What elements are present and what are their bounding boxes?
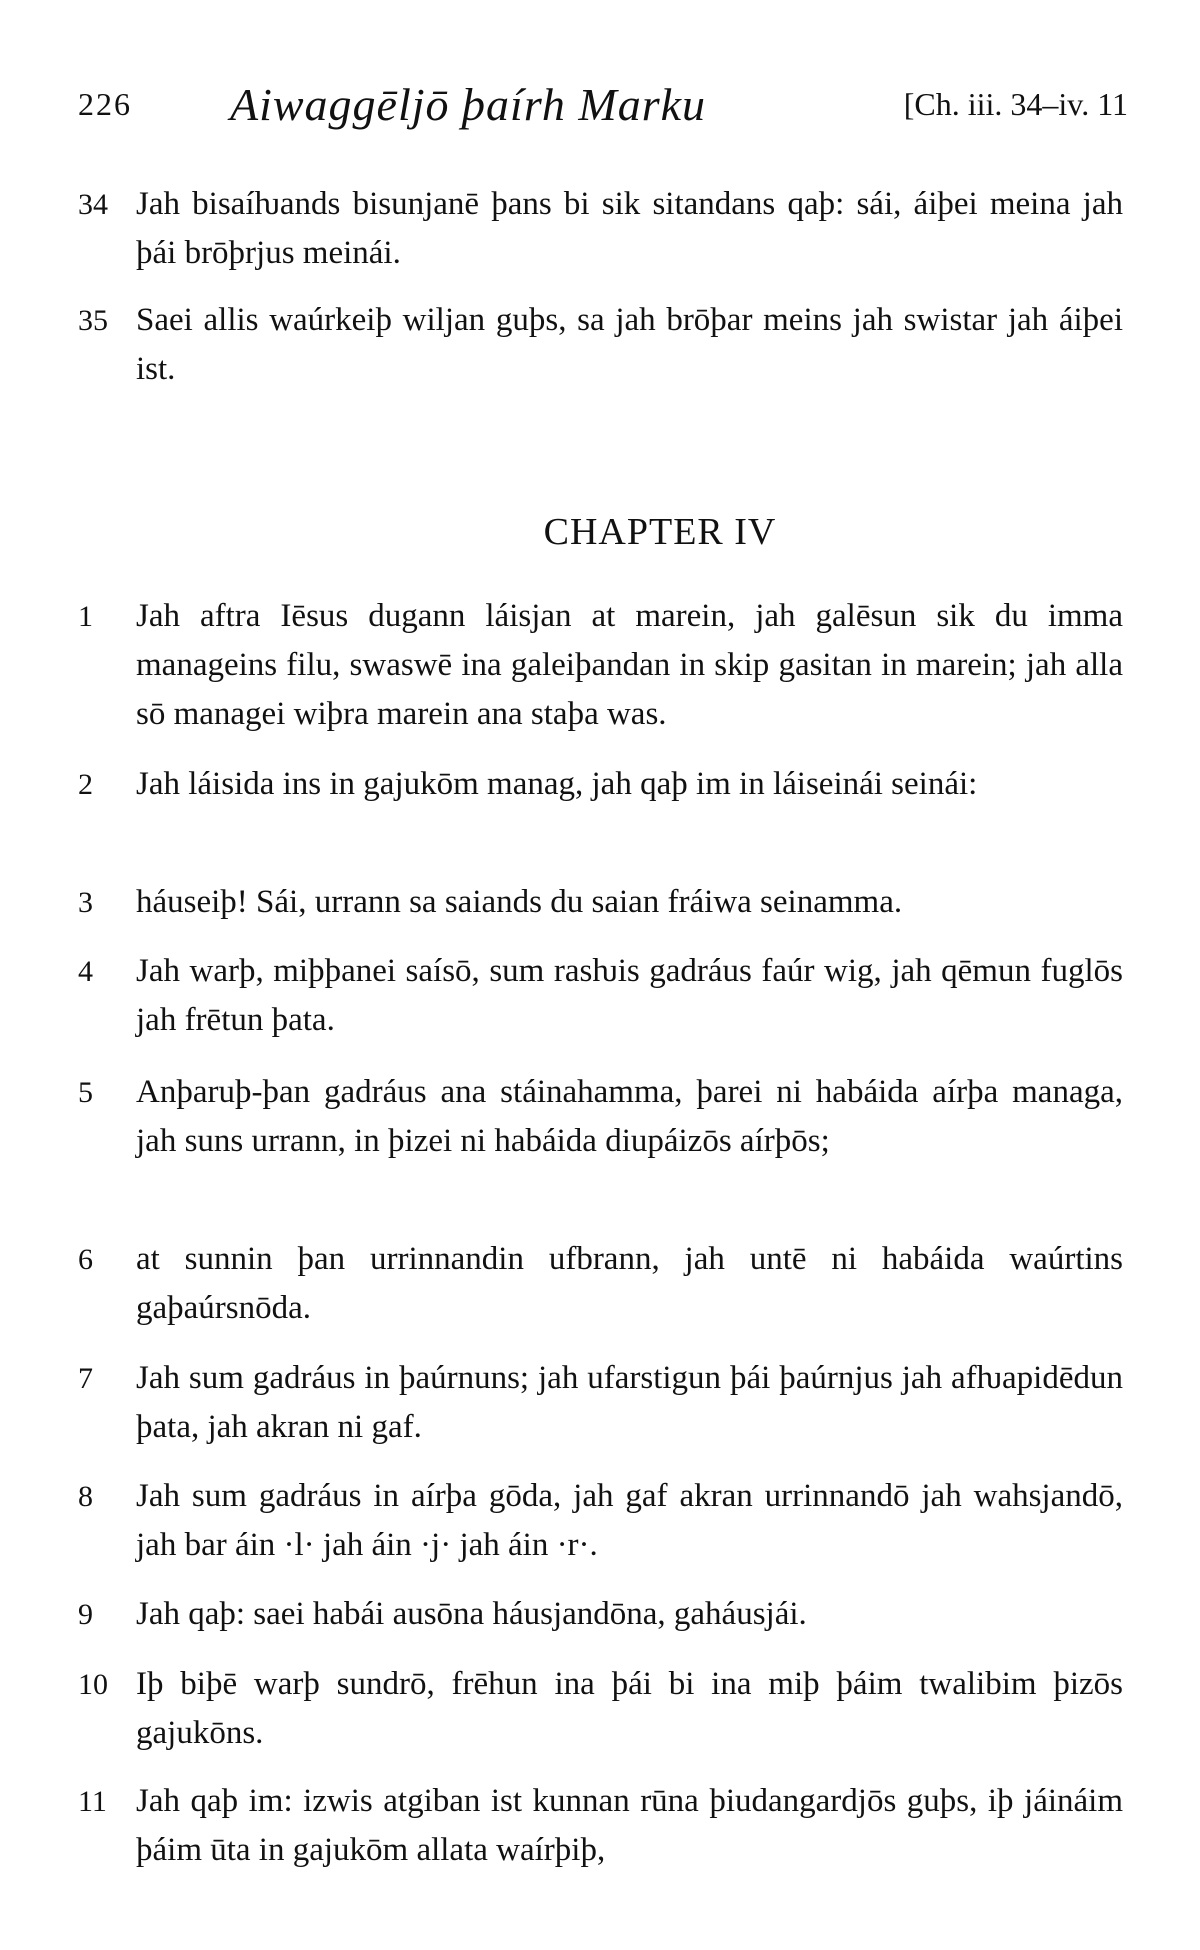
- verse-iv-9: [78, 1590, 1123, 1639]
- verse-number: 1: [78, 600, 93, 633]
- verse-text: at sunnin þan urrinnandin ufbrann, jah untē ni habáida waúrtins gaþaúrsnōda.: [136, 1241, 1123, 1326]
- verse-number: 6: [78, 1243, 93, 1276]
- verse-text: Jah láisida ins in gajukōm manag, jah qaþ im in láiseinái seinái:: [136, 766, 978, 802]
- verse-text: Anþaruþ-þan gadráus ana stáinahamma, þarei ni habáida aírþa managa, jah suns urrann, in þizei ni habáida diupáizōs aírþōs;: [136, 1074, 1123, 1159]
- verse-number: 9: [78, 1598, 93, 1631]
- verse-iv-10: [78, 1660, 1123, 1758]
- verse-text: Jah sum gadráus in þaúrnuns; jah ufarstigun þái þaúrnjus jah afƕapidēdun þata, jah akran ni gaf.: [136, 1360, 1123, 1445]
- verse-number: 3: [78, 886, 93, 919]
- verse-iv-11: [78, 1777, 1123, 1875]
- verse-number: 2: [78, 768, 93, 801]
- verse-number: 5: [78, 1076, 93, 1109]
- verse-number: 7: [78, 1362, 93, 1395]
- verse-number: 10: [78, 1668, 108, 1701]
- verse-text: Iþ biþē warþ sundrō, frēhun ina þái bi ina miþ þáim twalibim þizōs gajukōns.: [136, 1666, 1123, 1751]
- verse-number: 34: [78, 188, 108, 221]
- book-title: Aiwaggēljō þaírh Marku: [230, 79, 707, 130]
- verse-text: Jah warþ, miþþanei saísō, sum rasƕis gadráus faúr wig, jah qēmun fuglōs jah frētun þata.: [136, 953, 1123, 1038]
- verse-number: 8: [78, 1480, 93, 1513]
- verse-number: 11: [78, 1785, 107, 1818]
- verse-iii-35: [78, 296, 1123, 394]
- verse-iv-3: [78, 878, 1123, 927]
- verse-iv-5: [78, 1068, 1123, 1166]
- page-number: 226: [78, 86, 132, 122]
- chapter-range: [Ch. iii. 34–iv. 11: [903, 86, 1128, 122]
- verse-number: 35: [78, 304, 108, 337]
- verse-iv-7: [78, 1354, 1123, 1452]
- verse-iv-4: [78, 947, 1123, 1045]
- verse-text: Jah aftra Iēsus dugann láisjan at marein, jah galēsun sik du imma manageins filu, swaswē ina galeiþandan in skip gasitan in marein; jah alla sō managei wiþra marein ana staþa was.: [136, 598, 1123, 732]
- verse-text: Saei allis waúrkeiþ wiljan guþs, sa jah brōþar meins jah swistar jah áiþei ist.: [136, 302, 1123, 387]
- verse-iii-34: [78, 180, 1123, 278]
- verse-number: 4: [78, 955, 93, 988]
- verse-iv-2: [78, 760, 1123, 809]
- chapter-heading: [0, 510, 1200, 554]
- verse-text: Jah bisaíƕands bisunjanē þans bi sik sitandans qaþ: sái, áiþei meina jah þái brōþrjus meinái.: [136, 186, 1123, 271]
- verse-text: Jah qaþ: saei habái ausōna háusjandōna, gaháusjái.: [136, 1596, 807, 1632]
- verse-text: Jah qaþ im: izwis atgiban ist kunnan rūna þiudangardjōs guþs, iþ jáináim þáim ūta in gajukōm allata waírþiþ,: [136, 1783, 1123, 1868]
- verse-text: háuseiþ! Sái, urrann sa saiands du saian fráiwa seinamma.: [136, 884, 903, 920]
- verse-text: Jah sum gadráus in aírþa gōda, jah gaf akran urrinnandō jah wahsjandō, jah bar áin ·l· jah áin ·j· jah áin ·r·.: [136, 1478, 1123, 1563]
- verse-iv-6: [78, 1235, 1123, 1333]
- running-head: [78, 78, 1128, 138]
- verse-iv-1: [78, 592, 1123, 739]
- chapter-heading-text: CHAPTER IV: [543, 511, 777, 553]
- verse-iv-8: [78, 1472, 1123, 1570]
